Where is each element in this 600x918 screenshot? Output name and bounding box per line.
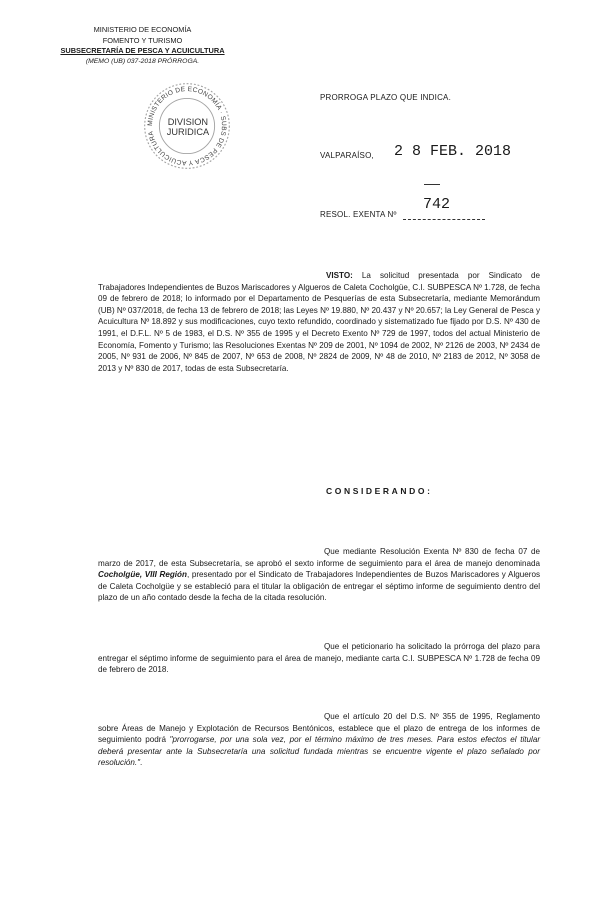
- p1-area-name: Cocholgüe, VIII Región: [98, 570, 187, 580]
- considerando-heading: CONSIDERANDO:: [326, 486, 433, 496]
- considerando-paragraph-1: [98, 546, 540, 604]
- p1-text-a: Que mediante Resolución Exenta Nº 830 de fecha 07 de marzo de 2017, de esta Subsecretaría, se aprobó el sexto informe de seguimiento para el área de manejo denominada: [98, 547, 540, 568]
- ministry-name: MINISTERIO DE ECONOMÍA: [93, 25, 192, 34]
- subject-line: PRORROGA PLAZO QUE INDICA.: [320, 93, 452, 102]
- p3-text-a: Que el artículo 20 del D.S. Nº 355 de 1995, Reglamento sobre Áreas de Manejo y Explotación de Recursos Bentónicos, establece que el plazo de entrega de los informes de seguimiento podrá: [98, 712, 540, 745]
- place-label: VALPARAÍSO,: [320, 151, 374, 160]
- resol-underline: [403, 219, 485, 220]
- memo-reference: (MEMO (UB) 037-2018 PRÓRROGA.: [85, 57, 200, 65]
- subsecretaria-name: SUBSECRETARÍA DE PESCA Y ACUICULTURA: [60, 46, 225, 55]
- stamp-line-juridica: JURIDICA: [166, 127, 210, 138]
- resol-dash-mark: [424, 184, 440, 185]
- ministry-sub: FOMENTO Y TURISMO: [102, 35, 183, 45]
- p1-text-b: , presentado por el Sindicato de Trabajadores Independientes de Buzos Mariscadores y Algueros de Caleta Cocholgüe y se estableció para el titular la obligación de entregar el séptimo informe de seguimiento dentro del plazo de un año contado desde la fecha de la citada resolución.: [98, 570, 540, 603]
- division-juridica-stamp: [141, 80, 233, 172]
- considerando-paragraph-3: [98, 711, 540, 769]
- visto-text: La solicitud presentada por Sindicato de Trabajadores Independientes de Buzos Mariscadores y Algueros de Caleta Cocholgüe, C.I. SUBPESCA Nº 1.728, de fecha 09 de febrero de 2018; lo informado por el Departamento de Pesquerías de esta Subsecretaría, mediante Memorándum (UB) Nº 037/2018, de fecha 13 de febrero de 2018; las Leyes Nº 19.880, Nº 20.437 y Nº 20.657; la Ley General de Pesca y Acuicultura Nº 18.892 y sus modificaciones, cuyo texto refundido, coordinado y sistematizado fue fijado por D.S. Nº 430 de 1991, el D.F.L. Nº 5 de 1983, el D.S. Nº 355 de 1995 y el Decreto Exento Nº 729 de 1997, todos del actual Ministerio de Economía, Fomento y Turismo; las Resoluciones Exentas Nº 209 de 2001, Nº 1094 de 2002, Nº 2126 de 2003, Nº 2434 de 2005, Nº 931 de 2006, Nº 845 de 2007, Nº 653 de 2008, Nº 2824 de 2009, Nº 48 de 2010, Nº 2183 de 2012, Nº 3058 de 2013 y Nº 830 de 2017, todas de esta Subsecretaría.: [98, 271, 540, 373]
- visto-lead: VISTO:: [326, 271, 353, 280]
- p3-quote: "prorrogarse, por una sola vez, por el término máximo de tres meses. Para estos efectos el titular deberá presentar ante la Subsecretaría una solicitud fundada mientras se encuentre vigente el plazo señalado por resolución.": [98, 735, 541, 768]
- p3-text-c: .: [140, 758, 143, 768]
- letterhead: [40, 25, 245, 67]
- stamp-ring-text: MINISTERIO DE ECONOMÍA · SUBS DE PESCA Y ACUICULTURA: [146, 85, 228, 167]
- considerando-paragraph-2: Que el peticionario ha solicitado la prórroga del plazo para entregar el séptimo informe de seguimiento para el área de manejo, mediante carta C.I. SUBPESCA Nº 1.728 de fecha 09 de febrero de 2018.: [98, 642, 540, 675]
- visto-paragraph: [98, 270, 540, 374]
- stamp-line-division: DIVISION: [167, 117, 209, 128]
- resol-number: 742: [423, 196, 451, 213]
- document-date: 2 8 FEB. 2018: [394, 143, 512, 160]
- resol-label: RESOL. EXENTA Nº: [320, 210, 397, 219]
